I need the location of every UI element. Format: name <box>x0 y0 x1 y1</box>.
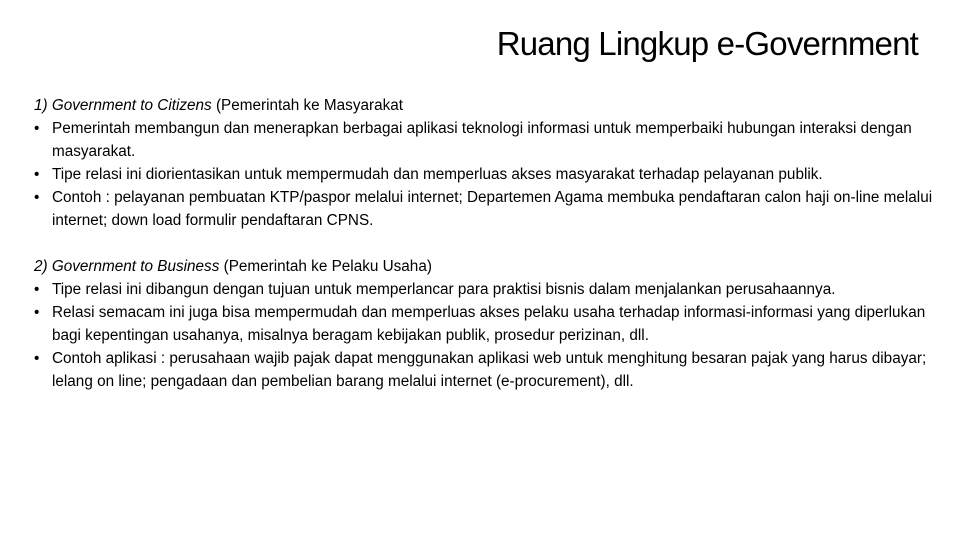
list-item <box>34 163 934 186</box>
bullet-icon: • <box>34 189 40 206</box>
bullet-icon: • <box>34 350 40 367</box>
bullet-text: Contoh aplikasi : perusahaan wajib pajak dapat menggunakan aplikasi web untuk menghitung besaran pajak yang harus dibayar; lelang on line; pengadaan dan pembelian barang melalui internet (e-procurement), dll. <box>52 350 927 390</box>
section-number: 1) <box>34 97 48 114</box>
list-item <box>34 347 934 393</box>
list-item <box>34 301 934 347</box>
slide-title: Ruang Lingkup e-Government <box>496 25 918 62</box>
section-spacer <box>34 232 934 255</box>
slide-content <box>34 94 934 393</box>
section-name-plain: (Pemerintah ke Masyarakat <box>215 97 403 114</box>
bullet-list-g2c <box>34 117 934 232</box>
section-heading-g2b <box>34 255 934 278</box>
bullet-text: Contoh : pelayanan pembuatan KTP/paspor melalui internet; Departemen Agama membuka pendaftaran calon haji on-line melalui internet; down load formulir pendaftaran CPNS. <box>52 189 933 229</box>
section-name-italic: Government to Business <box>51 258 220 275</box>
bullet-icon: • <box>34 281 40 298</box>
section-heading-g2c <box>34 94 934 117</box>
bullet-icon: • <box>34 120 40 137</box>
bullet-icon: • <box>34 304 40 321</box>
bullet-text: Relasi semacam ini juga bisa mempermudah dan memperluas akses pelaku usaha terhadap informasi-informasi yang diperlukan bagi kepentingan usahanya, misalnya beragam kebijakan publik, prosedur perizinan, dll. <box>52 304 926 344</box>
bullet-text: Tipe relasi ini diorientasikan untuk mempermudah dan memperluas akses masyarakat terhadap pelayanan publik. <box>52 166 823 183</box>
section-number: 2) <box>34 258 48 275</box>
list-item <box>34 186 934 232</box>
bullet-text: Tipe relasi ini dibangun dengan tujuan untuk memperlancar para praktisi bisnis dalam menjalankan perusahaannya. <box>52 281 836 298</box>
bullet-text: Pemerintah membangun dan menerapkan berbagai aplikasi teknologi informasi untuk memperbaiki hubungan interaksi dengan masyarakat. <box>52 120 912 160</box>
bullet-icon: • <box>34 166 40 183</box>
list-item <box>34 278 934 301</box>
section-name-italic: Government to Citizens <box>51 97 212 114</box>
bullet-list-g2b <box>34 278 934 393</box>
list-item <box>34 117 934 163</box>
section-name-plain: (Pemerintah ke Pelaku Usaha) <box>223 258 432 275</box>
